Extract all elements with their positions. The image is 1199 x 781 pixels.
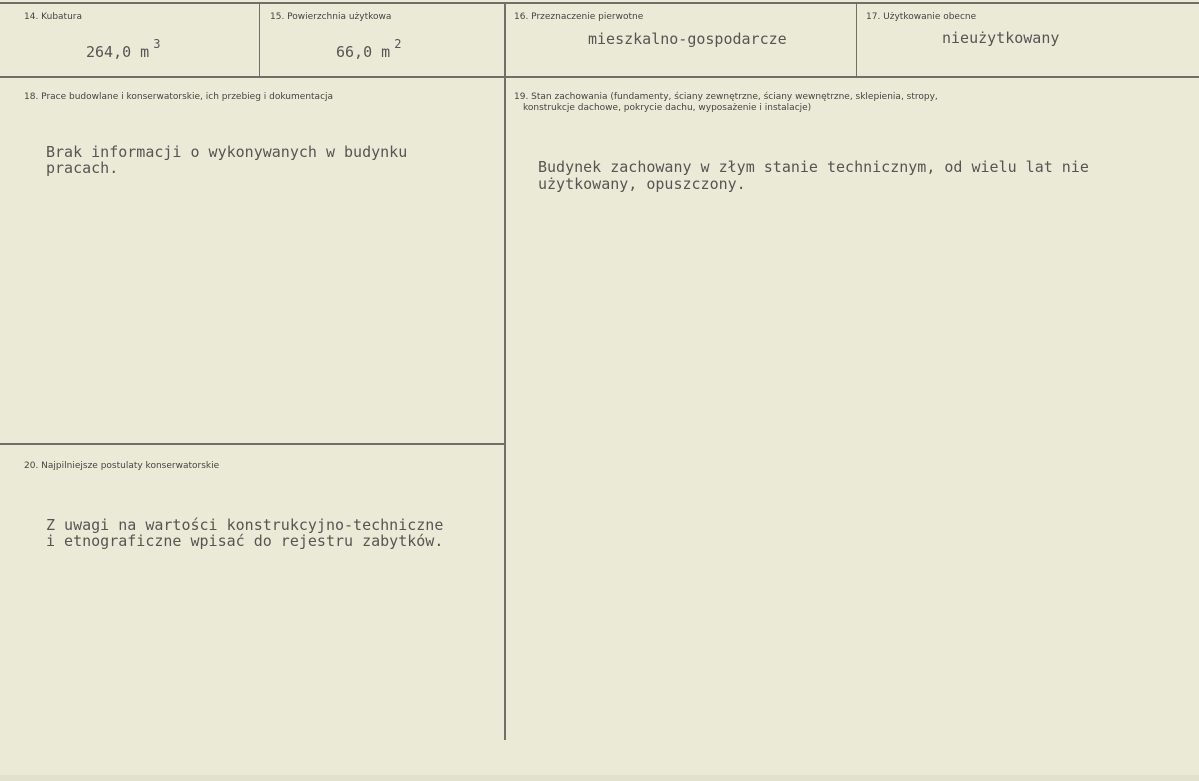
field-16-label: 16. Przeznaczenie pierwotne	[514, 12, 644, 22]
field-19-label-line2: konstrukcje dachowe, pokrycie dachu, wyposażenie i instalacje)	[523, 103, 812, 113]
col-divider-2	[504, 3, 506, 740]
field-18-label: 18. Prace budowlane i konserwatorskie, ich przebieg i dokumentacja	[24, 92, 334, 102]
field-20-text-line1: Z uwagi na wartości konstrukcyjno-techniczne	[46, 516, 444, 534]
field-19-text-line2: użytkowany, opuszczony.	[538, 175, 746, 193]
field-20-label: 20. Najpilniejsze postulaty konserwatorskie	[24, 461, 220, 471]
field-14-superscript: 3	[153, 37, 161, 51]
field-14-number: 264,0 m	[86, 43, 150, 61]
row-divider-2	[0, 443, 504, 445]
field-19-label-line1: 19. Stan zachowania (fundamenty, ściany zewnętrzne, ściany wewnętrzne, sklepienia, stropy,	[514, 92, 938, 102]
field-19-text-line1: Budynek zachowany w złym stanie technicznym, od wielu lat nie	[538, 158, 1089, 176]
field-15-superscript: 2	[394, 37, 402, 51]
field-15-value	[336, 37, 402, 61]
top-border	[0, 2, 1199, 4]
bottom-edge	[0, 775, 1199, 781]
row-divider-1	[0, 76, 1199, 78]
field-15-number: 66,0 m	[336, 43, 391, 61]
field-15-label: 15. Powierzchnia użytkowa	[270, 12, 392, 22]
field-16-value: mieszkalno-gospodarcze	[588, 30, 787, 48]
field-17-label: 17. Użytkowanie obecne	[866, 12, 977, 22]
field-17-value: nieużytkowany	[942, 29, 1060, 47]
col-divider-1	[259, 3, 260, 77]
col-divider-3	[856, 3, 857, 77]
field-18-text-line2: pracach.	[46, 159, 119, 177]
field-14-label: 14. Kubatura	[24, 12, 83, 22]
field-14-value	[86, 37, 161, 61]
field-20-text-line2: i etnograficzne wpisać do rejestru zabytków.	[46, 532, 444, 550]
field-18-text-line1: Brak informacji o wykonywanych w budynku	[46, 143, 408, 161]
